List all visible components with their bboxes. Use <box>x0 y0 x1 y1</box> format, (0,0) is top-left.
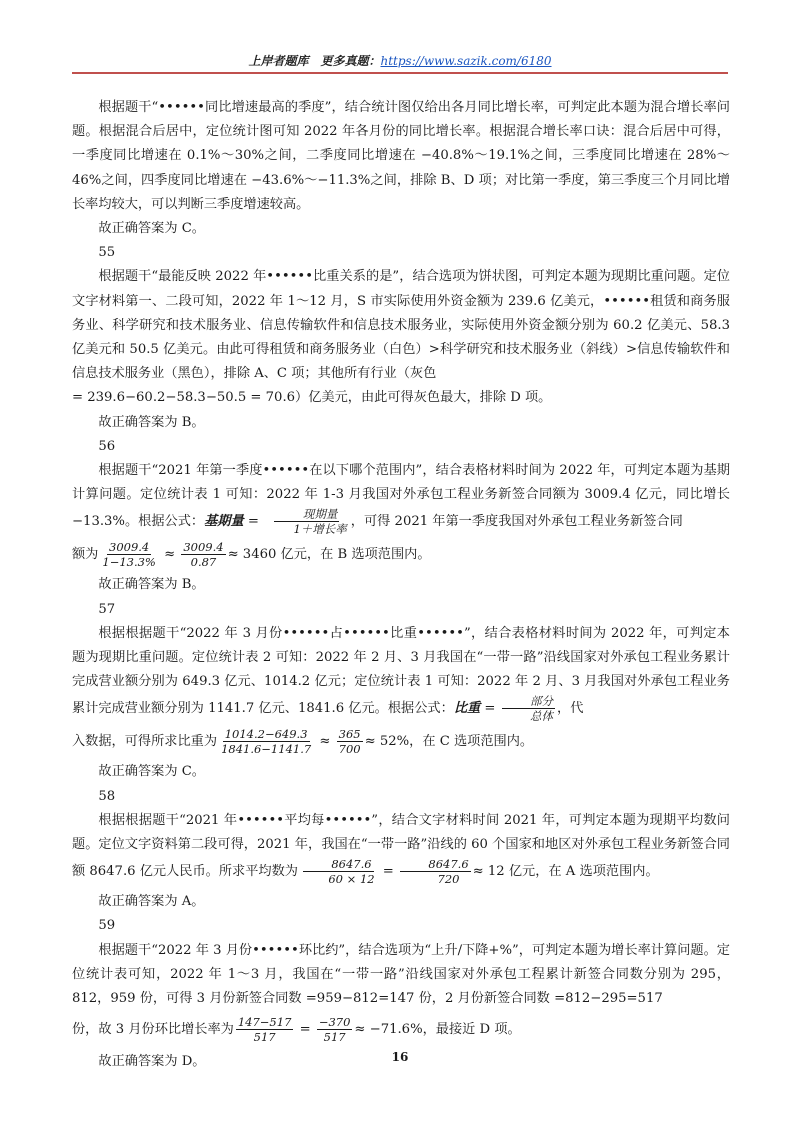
q56-answer: 故正确答案为 B。 <box>98 577 205 593</box>
q58-f2-numerator: 8647.6 <box>400 857 471 872</box>
header-url-link[interactable]: https://www.sazik.com/6180 <box>380 54 552 68</box>
q56-fraction-1 <box>100 540 158 569</box>
q57-f1-denominator: 1841.6−1141.7 <box>221 742 312 757</box>
q56-formula-denominator: 1＋增长率 <box>293 522 347 537</box>
q55-number: 55 <box>98 245 116 261</box>
q58-f1-denominator: 60 × 12 <box>328 872 375 887</box>
q57-formula-label: 比重 <box>453 701 481 717</box>
q58-calc-tail: ≈ 12 亿元，在 A 选项范围内。 <box>472 864 659 880</box>
q58-fraction-2 <box>400 857 471 886</box>
q57-paragraph: 根据根据题干“2022 年 3 月份••••••占••••••比重••••••”，结合表格材料时间为 2022 年，可判定本题为现期比重问题。定位统计表 2 可知：2022 年 2 月、3 月我国在“一带一路”沿线国家对外承包工程业务累计完成营业额分别为 649.3 亿元、1014.2 亿元；定位统计表 1 可知：2022 年 2 月、3 月我国对外承包工程业务累计完成营业额分别为 1141.7 亿元、1841.6 亿元。根据公式：比重 = $\frac{\text{部分}}{\text{总体}}$ ，代 <box>72 625 730 724</box>
q58-paragraph: 根据根据题干“2021 年••••••平均每••••••”，结合文字材料时间 2021 年，可判定本题为现期平均数问题。定位文字资料第二段可得，2021 年，我国在“一带一路”沿线的 60 个国家和地区对外承包工程业务新签合同额 8647.6 亿元人民币。所求平均数为 $\frac{8647.6}{60 \times 12}$ = $\frac{8647.6}{720}$ ≈ 12 亿元，在 A 选项范围内。 <box>72 812 730 887</box>
page-header <box>72 52 728 69</box>
q55-answer: 故正确答案为 B。 <box>98 414 205 430</box>
q59-fraction-2 <box>317 1015 353 1044</box>
q57-formula-denominator: 总体 <box>530 709 554 724</box>
q57-answer: 故正确答案为 C。 <box>98 764 205 780</box>
q54-answer: 故正确答案为 C。 <box>98 221 205 237</box>
q56-text: 根据题干“2021 年第一季度••••••在以下哪个范围内”，结合表格材料时间为 2022 年，可判定本题为基期计算问题。定位统计表 1 可知：2022 年 1-3 月我国对外承包工程业务新签合同额为 3009.4 亿元，同比增长−13.3%。根据公式： <box>72 463 730 530</box>
q56-f1-numerator: 3009.4 <box>109 540 150 555</box>
q57-f2-denominator: 700 <box>338 742 361 757</box>
q57-formula-numerator: 部分 <box>502 694 555 709</box>
q56-f2-numerator: 3009.4 <box>183 540 224 555</box>
q57-text-b: ，代 <box>557 701 584 717</box>
q58-number: 58 <box>98 788 116 804</box>
q54-paragraph: 根据题干“••••••同比增速最高的季度”，结合统计图仅给出各月同比增长率，可判定此本题为混合增长率问题。根据混合后居中，定位统计图可知 2022 年各月份的同比增长率。根据混合增长率口诀：混合后居中可得，一季度同比增速在 0.1%～30%之间，二季度同比增速在 −40.8%～19.1%之间，三季度同比增速在 28%～46%之间，四季度同比增速在 −43.6%～−11.3%之间，排除 B、D 项；对比第一季度，第三季度三个月同比增长率均较大，可以判断三季度增速较高。 <box>72 100 730 212</box>
q57-calc-lead: 入数据，可得所求比重为 <box>72 734 218 750</box>
q57-f2-numerator: 365 <box>338 727 361 742</box>
q56-f2-denominator: 0.87 <box>190 555 217 570</box>
q59-calc-tail: ≈ −71.6%，最接近 D 项。 <box>354 1022 521 1038</box>
q57-fraction-2 <box>337 727 363 756</box>
q58-f1-numerator: 8647.6 <box>303 857 374 872</box>
q56-paragraph: 根据题干“2021 年第一季度••••••在以下哪个范围内”，结合表格材料时间为 2022 年，可判定本题为基期计算问题。定位统计表 1 可知：2022 年 1-3 月我国对外承包工程业务新签合同额为 3009.4 亿元，同比增长−13.3%。根据公式：基期量 = $\frac{\text{现期量}}{\text{1＋增长率}}$ ，可得 2021 年第一季度我国对外承包工程业务新签合同 <box>72 463 730 537</box>
q58-fraction-1 <box>300 857 377 886</box>
q56-calc-tail: ≈ 3460 亿元，在 B 选项范围内。 <box>227 547 431 563</box>
q57-f1-numerator: 1014.2−649.3 <box>224 727 308 742</box>
q56-calc: 额为 $\frac{3009.4}{1-13.3\%}$ ≈ $\frac{3009.4}{0.87}$ ≈ 3460 亿元，在 B 选项范围内。 <box>72 540 431 570</box>
q55-paragraph-cont: = 239.6−60.2−58.3−50.5 = 70.6）亿美元，由此可得灰色最大，排除 D 项。 <box>72 390 552 406</box>
q56-calc-lead: 额为 <box>72 547 99 563</box>
q55-paragraph: 根据题干“最能反映 2022 年••••••比重关系的是”，结合选项为饼状图，可判定本题为现期比重问题。定位文字材料第一、二段可知，2022 年 1～12 月，S 市实际使用外资金额为 239.6 亿美元，••••••租赁和商务服务业、科学研究和技术服务业、信息传输软件和信息技术服务业，实际使用外资金额分别为 60.2 亿美元、58.3 亿美元和 50.5 亿美元。由此可得租赁和商务服务业（白色）>科学研究和技术服务业（斜线）>信息传输软件和信息技术服务业（黑色），排除 A、C 项；其他所有行业（灰色 <box>72 269 730 382</box>
q59-calc-lead: 份，故 3 月份环比增长率为 <box>72 1022 234 1038</box>
q57-calc-tail: ≈ 52%，在 C 选项范围内。 <box>364 734 534 750</box>
page-number: 16 <box>391 1050 409 1064</box>
q56-formula-numerator: 现期量 <box>274 507 339 522</box>
q59-paragraph: 根据题干“2022 年 3 月份••••••环比约”，结合选项为“上升/下降+%”，可判定本题为增长率计算问题。定位统计表可知，2022 年 1～3 月，我国在“一带一路”沿线国家对外承包工程累计新签合同数分别为 295，812，959 份，可得 3 月份新签合同数 =959−812=147 份，2 月份新签合同数 =812−295=517 <box>72 942 730 1007</box>
header-divider <box>72 72 728 74</box>
q59-f2-denominator: 517 <box>323 1030 346 1045</box>
q56-formula-fraction <box>265 507 349 536</box>
q56-formula-label: 基期量 <box>204 514 244 530</box>
q58-text: 根据根据题干“2021 年••••••平均每••••••”，结合文字材料时间 2021 年，可判定本题为现期平均数问题。定位文字资料第二段可得，2021 年，我国在“一带一路”沿线的 60 个国家和地区对外承包工程业务新签合同额 8647.6 亿元人民币。所求平均数为 <box>72 812 730 880</box>
q57-formula-fraction <box>502 694 555 723</box>
q57-text: 根据根据题干“2022 年 3 月份••••••占••••••比重••••••”，结合表格材料时间为 2022 年，可判定本题为现期比重问题。定位统计表 2 可知：2022 年 2 月、3 月我国在“一带一路”沿线国家对外承包工程业务累计完成营业额分别为 649.3 亿元、1014.2 亿元；定位统计表 1 可知：2022 年 2 月、3 月我国对外承包工程业务累计完成营业额分别为 1141.7 亿元、1841.6 亿元。根据公式： <box>72 625 730 717</box>
q57-calc: 入数据，可得所求比重为 $\frac{1014.2-649.3}{1841.6-1141.7}$ ≈ $\frac{365}{700}$ ≈ 52%，在 C 选项范围内。 <box>72 727 534 757</box>
q59-f1-denominator: 517 <box>253 1030 276 1045</box>
q59-f1-numerator: 147−517 <box>237 1015 292 1030</box>
q58-answer: 故正确答案为 A。 <box>98 894 205 910</box>
q56-number: 56 <box>98 438 116 454</box>
q59-answer: 故正确答案为 D。 <box>98 1054 206 1070</box>
q58-f2-denominator: 720 <box>437 872 460 887</box>
q56-text-b: ，可得 2021 年第一季度我国对外承包工程业务新签合同 <box>350 514 683 530</box>
q57-number: 57 <box>98 601 116 617</box>
q59-fraction-1 <box>236 1015 294 1044</box>
q59-f2-numerator: −370 <box>318 1015 351 1030</box>
header-label: 上岸者题库 更多真题： <box>248 54 381 68</box>
q59-calc: 份，故 3 月份环比增长率为 $\frac{147-517}{517}$ = $\frac{-370}{517}$ ≈ −71.6%，最接近 D 项。 <box>72 1015 521 1045</box>
q56-fraction-2 <box>181 540 225 569</box>
q57-fraction-1 <box>219 727 313 756</box>
page-content <box>72 96 730 1075</box>
q56-f1-denominator: 1−13.3% <box>102 555 156 570</box>
q59-number: 59 <box>98 918 116 934</box>
